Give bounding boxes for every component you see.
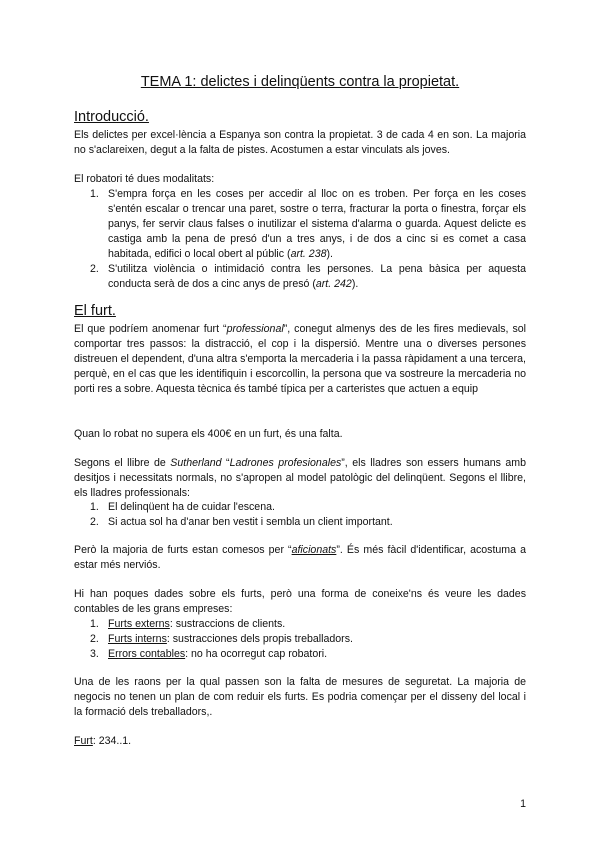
page-title: TEMA 1: delictes i delinqüents contra la propietat. bbox=[140, 74, 460, 90]
list-item-text: : sustraccions de clients. bbox=[169, 618, 286, 630]
furt-paragraph-2: Quan lo robat no supera els 400€ en un furt, és una falta. bbox=[74, 428, 343, 440]
list-item bbox=[74, 515, 526, 530]
article-reference: art. 238 bbox=[290, 248, 327, 260]
furt-paragraph-4 bbox=[74, 543, 526, 573]
furt-paragraph-1 bbox=[74, 322, 526, 397]
list-item bbox=[74, 500, 526, 515]
furt-p3-rest: ”, els lladres son essers humans amb desitjos i necessitats normals, no s'apropen al model patològic del delinqüent. Segons el llibre, els lladres professionals: bbox=[74, 457, 526, 499]
furt-p3-start: Segons el llibre de bbox=[74, 457, 171, 469]
list-item-text: El delinqüent ha de cuidar l'escena. bbox=[108, 501, 275, 513]
list-item-label: Furts externs bbox=[108, 618, 170, 630]
furt-p1-start: El que podríem anomenar furt “ bbox=[74, 323, 227, 335]
furt-p4-start: Però la majoria de furts estan comesos per “ bbox=[74, 544, 292, 556]
furt-heading: El furt. bbox=[74, 303, 116, 319]
list-item bbox=[74, 262, 526, 292]
list-number: 2. bbox=[90, 633, 99, 645]
list-number: 1. bbox=[90, 501, 99, 513]
list-number: 2. bbox=[90, 263, 99, 275]
furt-p4-emphasis: aficionats bbox=[291, 544, 337, 556]
list-item-label: Furts interns bbox=[108, 633, 167, 645]
furt-p3-quote: “ bbox=[221, 457, 230, 469]
list-item-text: : no ha ocorregut cap robatori. bbox=[185, 648, 328, 660]
furt-paragraph-6: Una de les raons per la qual passen son la falta de mesures de seguretat. La majoria de negocis no tenen un plan de com reduir els furts. Es podria començar per el disseny del local i la formació dels treballadors,. bbox=[74, 676, 526, 718]
list-item-end: ). bbox=[351, 278, 359, 290]
list-item-text: S'utilitza violència o intimidació contra les persones. La pena bàsica per aquesta conducta serà de dos a cinc anys de presó ( bbox=[108, 263, 526, 290]
list-item-label: Errors contables bbox=[108, 648, 186, 660]
intro-paragraph-1: Els delictes per excel·lència a Espanya son contra la propietat. 3 de cada 4 en son. La majoria no s'aclareixen, degut a la falta de pistes. Acostumen a estar vinculats als joves. bbox=[74, 129, 526, 156]
professional-thieves-list bbox=[74, 500, 526, 530]
furt-article-line bbox=[74, 734, 526, 749]
furt-label: Furt bbox=[74, 735, 93, 747]
list-number: 2. bbox=[90, 516, 99, 528]
author-name: Sutherland bbox=[170, 457, 222, 469]
furt-p1-rest: ”, conegut almenys des de les fires medievals, sol comportar tres passos: la distracció, el cop i la dispersió. Mentre una o diverses persones distreuen el dependent, d'una altra s'emporta la mercaderia i la passa ràpidament a una tercera, perquè, en el cas que les identifiquin i escorcollin, la persona que va sostreure la mercaderia no porti res a sobre. Aquesta tècnica és també típica per a carteristes que actuen a equip bbox=[74, 323, 526, 395]
list-number: 3. bbox=[90, 648, 99, 660]
intro-heading: Introducció. bbox=[74, 109, 149, 125]
robbery-modalities-list bbox=[74, 187, 526, 292]
list-item-text: S'empra força en les coses per accedir al lloc on es troben. Per força en les coses s'entén escalar o trencar una paret, sostre o terra, fracturar la porta o finestra, forçar els panys, fer servir claus falses o inutilizar el sistema d'alarma o guarda. Aquest delicte es castiga amb la pena de presó d'un a tres anys, i de dos a cinc si es comet a casa habitada, edifici o local obert al públic ( bbox=[108, 188, 526, 260]
list-number: 1. bbox=[90, 188, 99, 200]
accounting-data-list bbox=[74, 617, 526, 662]
list-item bbox=[74, 617, 526, 632]
furt-article: : 234..1. bbox=[92, 735, 132, 747]
book-title: Ladrones profesionales bbox=[229, 457, 342, 469]
list-item bbox=[74, 632, 526, 647]
list-item-text: : sustracciones dels propis treballadors. bbox=[166, 633, 353, 645]
article-reference: art. 242 bbox=[315, 278, 352, 290]
list-item bbox=[74, 647, 526, 662]
list-item bbox=[74, 187, 526, 262]
page-number: 1 bbox=[520, 798, 526, 810]
list-item-text: Si actua sol ha d'anar ben vestit i sembla un client important. bbox=[108, 516, 393, 528]
furt-paragraph-3 bbox=[74, 456, 526, 501]
furt-paragraph-5: Hi han poques dades sobre els furts, però una forma de coneixe'ns és veure les dades contables de les grans empreses: bbox=[74, 588, 526, 615]
list-item-end: ). bbox=[326, 248, 333, 260]
list-number: 1. bbox=[90, 618, 99, 630]
intro-paragraph-2: El robatori té dues modalitats: bbox=[74, 173, 215, 185]
furt-p4-rest: ”. És més fàcil d'identificar, acostuma a estar més nerviós. bbox=[74, 544, 527, 571]
furt-p1-emphasis: professional bbox=[226, 323, 284, 335]
